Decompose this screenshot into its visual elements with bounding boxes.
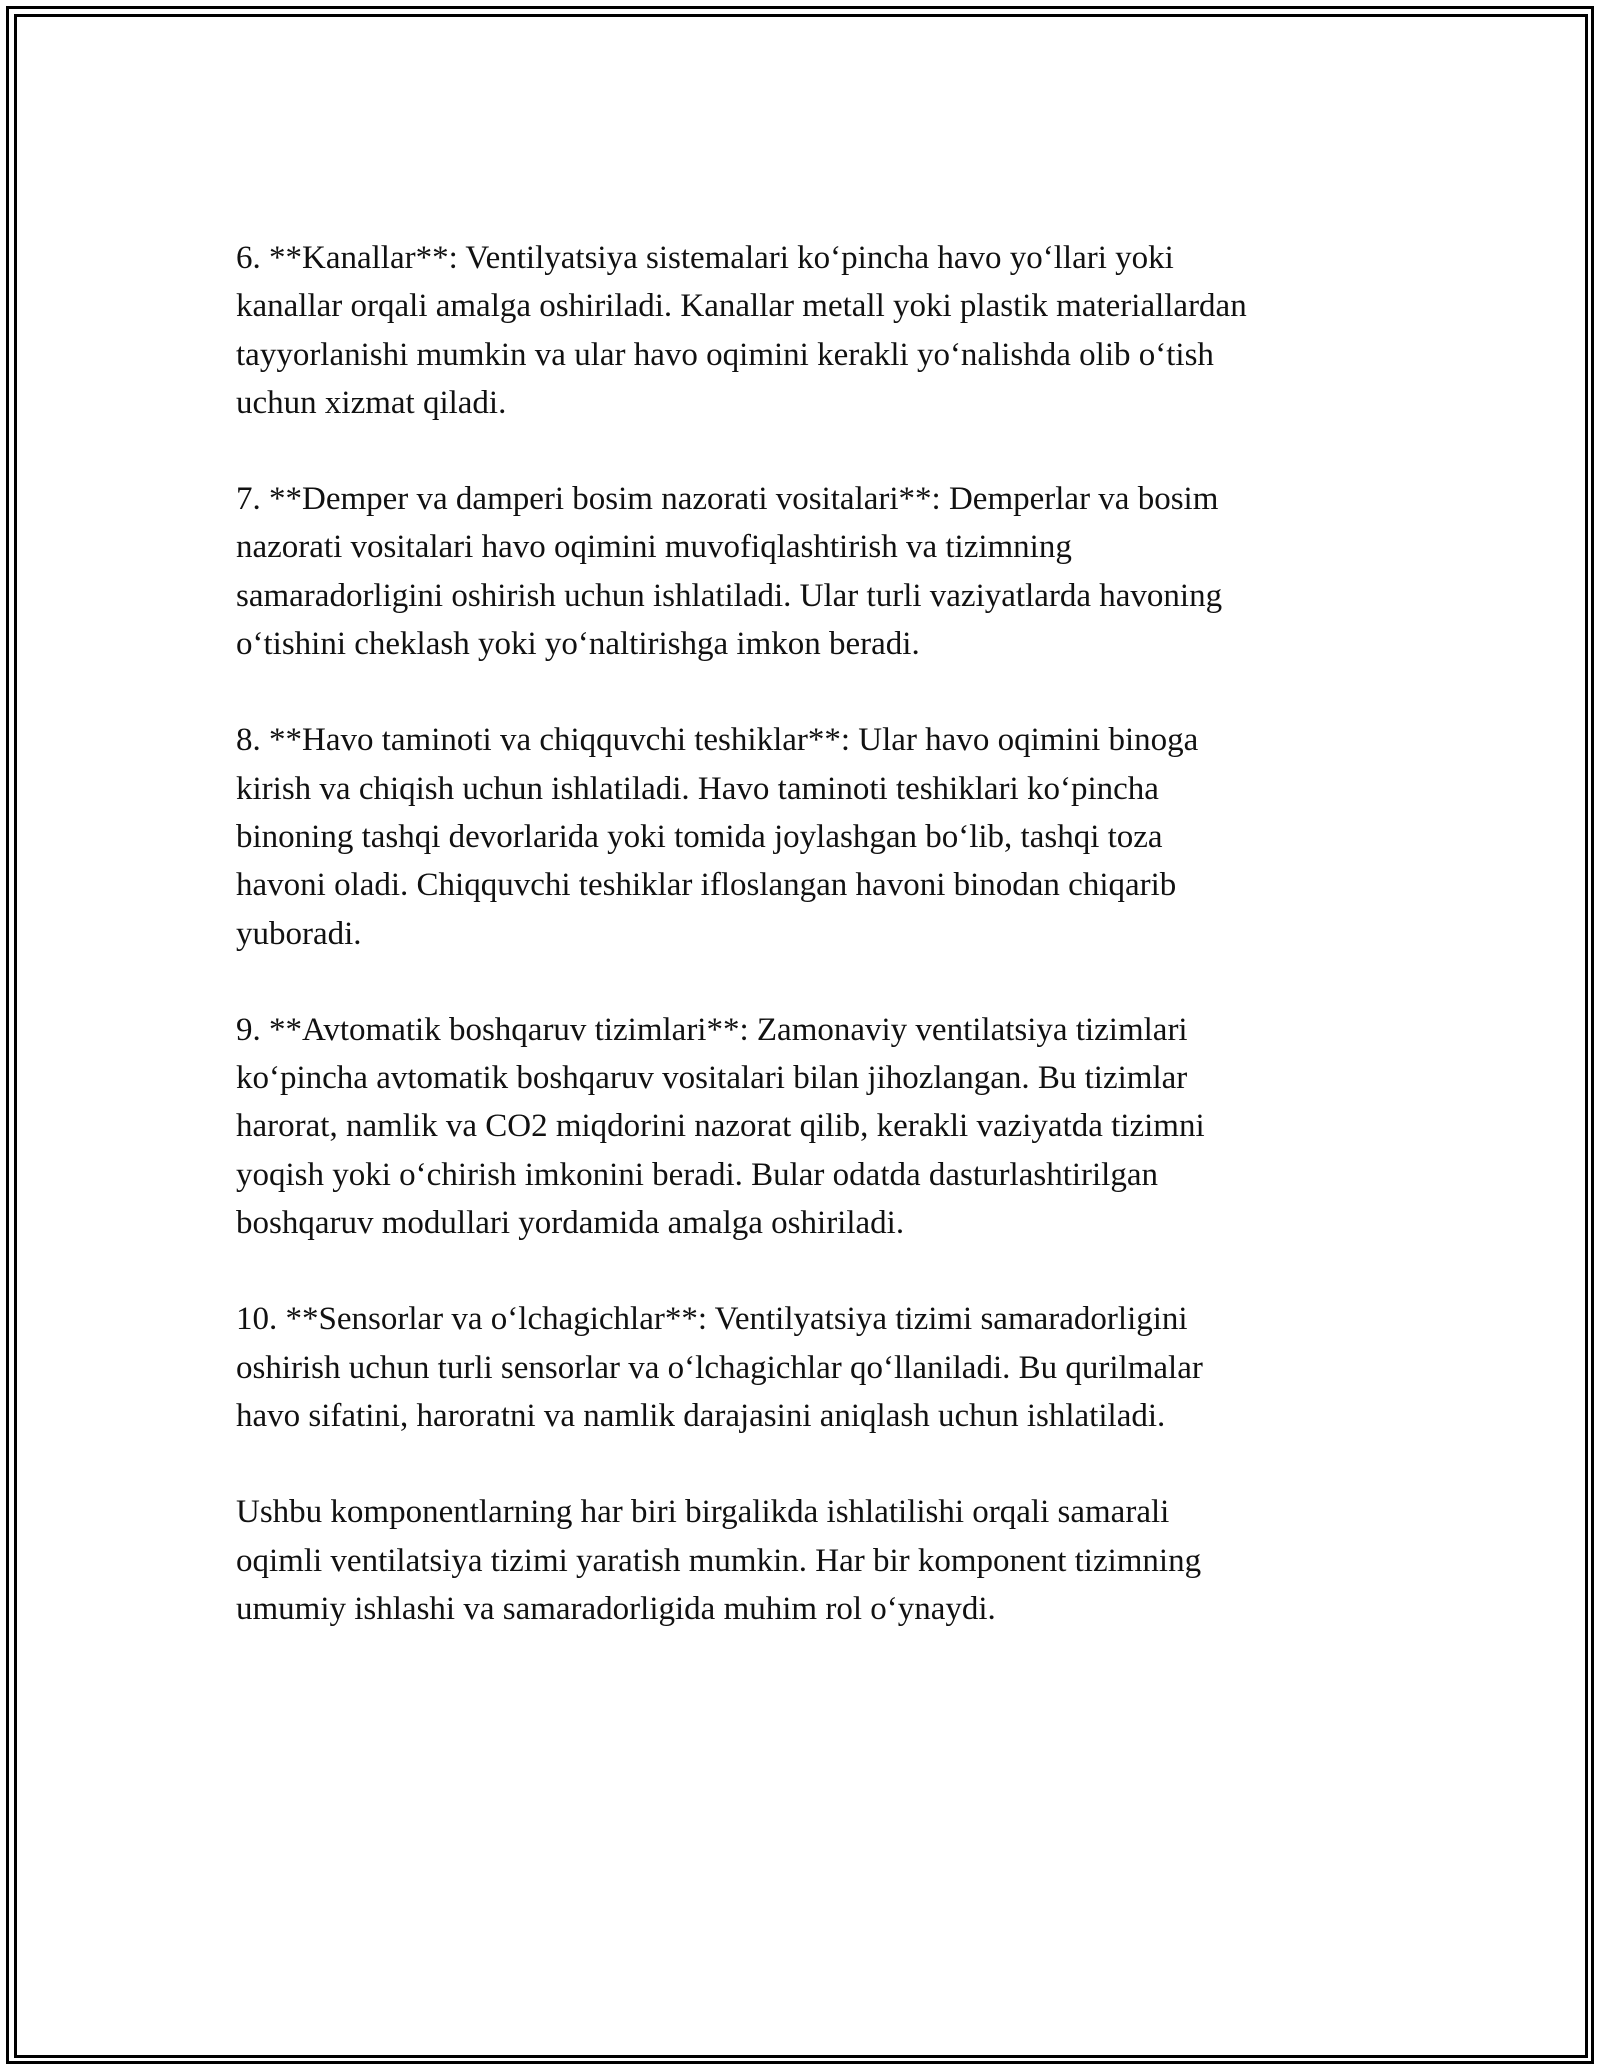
- paragraph-kanallar: 6. **Kanallar**: Ventilyatsiya sistemalari ko‘pincha havo yo‘llari yoki kanallar orqali amalga oshiriladi. Kanallar metall yoki plastik materiallardan tayyorlanishi mumkin va ular havo oqimini kerakli yo‘nalishda olib o‘tish uchun xizmat qiladi.: [236, 240, 1247, 421]
- paragraph-avtomatik-boshqaruv: 9. **Avtomatik boshqaruv tizimlari**: Zamonaviy ventilatsiya tizimlari ko‘pincha avtomatik boshqaruv vositalari bilan jihozlangan. Bu tizimlar harorat, namlik va CO2 miqdorini nazorat qilib, kerakli vaziyatda tizimni yoqish yoki o‘chirish imkonini beradi. Bular odatda dasturlashtirilgan boshqaruv modullari yordamida amalga oshiriladi.: [236, 1011, 1205, 1242]
- document-body: [236, 234, 1366, 1681]
- paragraph-sensorlar: 10. **Sensorlar va o‘lchagichlar**: Ventilyatsiya tizimi samaradorligini oshirish uchun turli sensorlar va o‘lchagichlar qo‘llaniladi. Bu qurilmalar havo sifatini, haroratni va namlik darajasini aniqlash uchun ishlatiladi.: [236, 1301, 1203, 1434]
- paragraph-conclusion: Ushbu komponentlarning har biri birgalikda ishlatilishi orqali samarali oqimli ventilatsiya tizimi yaratish mumkin. Har bir komponent tizimning umumiy ishlashi va samaradorligida muhim rol o‘ynaydi.: [236, 1494, 1202, 1627]
- paragraph-havo-taminoti: 8. **Havo taminoti va chiqquvchi teshiklar**: Ular havo oqimini binoga kirish va chiqish uchun ishlatiladi. Havo taminoti teshiklari ko‘pincha binoning tashqi devorlarida yoki tomida joylashgan bo‘lib, tashqi toza havoni oladi. Chiqquvchi teshiklar ifloslangan havoni binodan chiqarib yuboradi.: [236, 722, 1199, 952]
- paragraph-demper: 7. **Demper va damperi bosim nazorati vositalari**: Demperlar va bosim nazorati vositalari havo oqimini muvofiqlashtirish va tizimning samaradorligini oshirish uchun ishlatiladi. Ular turli vaziyatlarda havoning o‘tishini cheklash yoki yo‘naltirishga imkon beradi.: [236, 481, 1223, 663]
